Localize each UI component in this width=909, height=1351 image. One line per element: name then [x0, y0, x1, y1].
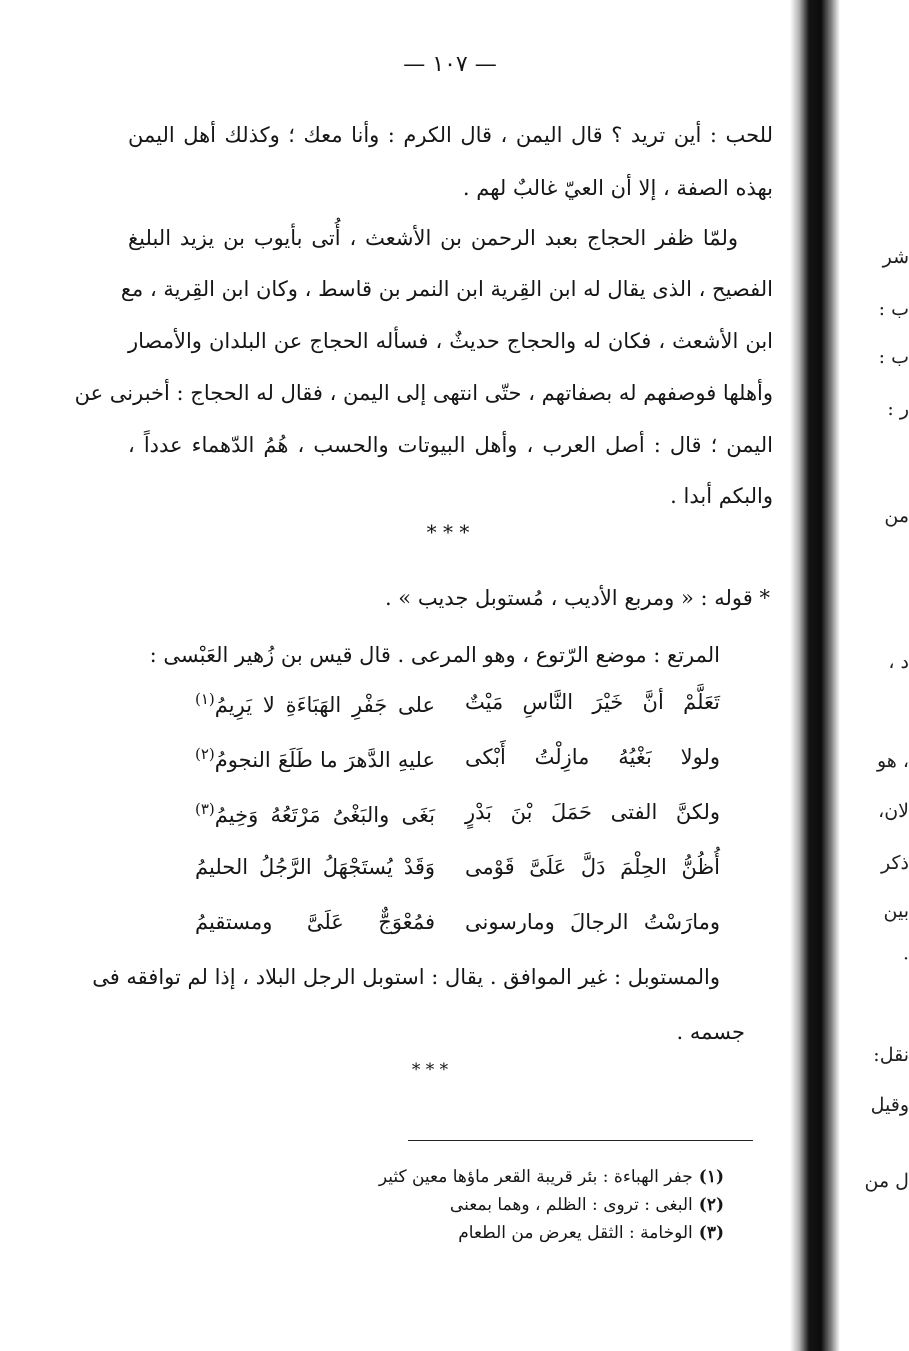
text-line: والبكم أبدا . — [670, 484, 773, 508]
adjacent-fragment: ذكر — [881, 852, 909, 874]
verse-first-half: تَعَلَّمْ أنَّ خَيْرَ النَّاسِ مَيْتٌ — [465, 690, 720, 714]
verse-first-half: ومارَسْتُ الرجالَ ومارسونى — [465, 910, 720, 934]
verse-second-half: بَغَى والبَغْىُ مَرْتَعُهُ وَخِيمُ$^{(٣)}$ — [195, 800, 435, 827]
poem-verse — [195, 855, 720, 895]
text-line: ابن الأشعث ، فكان له والحجاج حديثٌ ، فسأله الحجاج عن البلدان والأمصار — [128, 329, 773, 353]
footnote — [450, 1195, 724, 1215]
adjacent-fragment: ، هو — [876, 750, 909, 772]
text-line: والمستوبل : غير الموافق . يقال : استوبل الرجل البلاد ، إذا لم توافقه فى — [92, 965, 720, 989]
verse-second-half: فمُعْوَجٌّ عَلَىَّ ومستقيمُ — [195, 910, 435, 934]
verse-second-half: وَقَدْ يُستَجْهَلُ الرَّجُلُ الحليمُ — [195, 855, 435, 879]
verse-second-half: عليهِ الدَّهرَ ما طَلَعَ النجومُ$^{(٢)}$ — [195, 745, 435, 772]
adjacent-fragment: ل من — [864, 1170, 909, 1192]
asterism-separator: * * * — [411, 1060, 449, 1080]
footnote-number: (٣) — [698, 1223, 724, 1243]
adjacent-page-fragments — [838, 0, 909, 1351]
verse-first-half: ولكنَّ الفتى حَمَلَ بْنَ بَدْرٍ — [465, 800, 720, 824]
text-line: المرتع : موضع الرّتوع ، وهو المرعى . قال قيس بن زُهير العَبْسى : — [149, 643, 720, 667]
asterism-separator: * * * — [426, 520, 470, 544]
verse-second-half: على جَفْرِ الهَبَاءَةِ لا يَرِيمُ$^{(١)}$ — [195, 690, 435, 717]
poem-verse — [195, 745, 720, 785]
entry-heading: * قوله : « ومربع الأديب ، مُستوبل جديب » . — [384, 586, 770, 610]
text-line: وأهلها فوصفهم له بصفاتهم ، حتّى انتهى إلى اليمن ، فقال له الحجاج : أخبرنى عن — [74, 381, 773, 405]
footnote-number: (٢) — [698, 1195, 724, 1215]
text-line: للحب : أين تريد ؟ قال اليمن ، قال الكرم : وأنا معك ؛ وكذلك أهل اليمن — [128, 123, 773, 147]
adjacent-fragment: ب : — [878, 346, 909, 368]
poem-verse — [195, 910, 720, 950]
poem-verse — [195, 800, 720, 840]
adjacent-fragment: وقيل — [870, 1094, 909, 1116]
footnote-text: جفر الهباءة : بئر قريبة القعر ماؤها معين كثير — [378, 1167, 693, 1187]
adjacent-fragment: شر — [882, 246, 909, 268]
adjacent-fragment: د ، — [888, 651, 909, 673]
text-line: جسمه . — [676, 1020, 745, 1044]
footnote-marker: (٢) — [195, 745, 215, 763]
adjacent-fragment: ب : — [878, 298, 909, 320]
adjacent-fragment: · — [902, 948, 909, 970]
adjacent-fragment: نقل: — [873, 1044, 909, 1066]
footnote-divider — [408, 1140, 753, 1141]
footnote-number: (١) — [698, 1167, 724, 1187]
binding-shadow — [790, 0, 840, 1351]
adjacent-fragment: لان، — [878, 800, 909, 822]
page-number: — ١٠٧ — — [403, 52, 497, 77]
adjacent-fragment: بين — [883, 900, 909, 922]
text-line: الفصيح ، الذى يقال له ابن القِرية ابن النمر بن قاسط ، وكان ابن القِرية ، مع — [120, 277, 773, 301]
verse-first-half: أُظُنُّ الحِلْمَ دَلَّ عَلَىَّ قَوْمى — [465, 855, 720, 879]
text-line: ولمّا ظفر الحجاج بعبد الرحمن بن الأشعث ، أُتى بأيوب بن يزيد البليغ — [128, 226, 738, 250]
footnote — [379, 1167, 724, 1187]
adjacent-fragment: من — [884, 505, 909, 527]
footnote-marker: (٣) — [195, 800, 215, 818]
footnote-text: البغى : تروى : الظلم ، وهما بمعنى — [449, 1195, 693, 1215]
footnote-text: الوخامة : الثقل يعرض من الطعام — [458, 1223, 693, 1243]
text-line: اليمن ؛ قال : أصل العرب ، وأهل البيوتات والحسب ، هُمُ الدّهماء عدداً ، — [128, 433, 773, 457]
adjacent-fragment: ر : — [887, 398, 909, 420]
footnote-marker: (١) — [195, 690, 215, 708]
footnote — [458, 1223, 724, 1243]
verse-first-half: ولولا بَغْيُهُ مازِلْتُ أَبْكى — [465, 745, 720, 769]
text-line: بهذه الصفة ، إلا أن العيّ غالبٌ لهم . — [462, 176, 773, 200]
poem-verse — [195, 690, 720, 730]
